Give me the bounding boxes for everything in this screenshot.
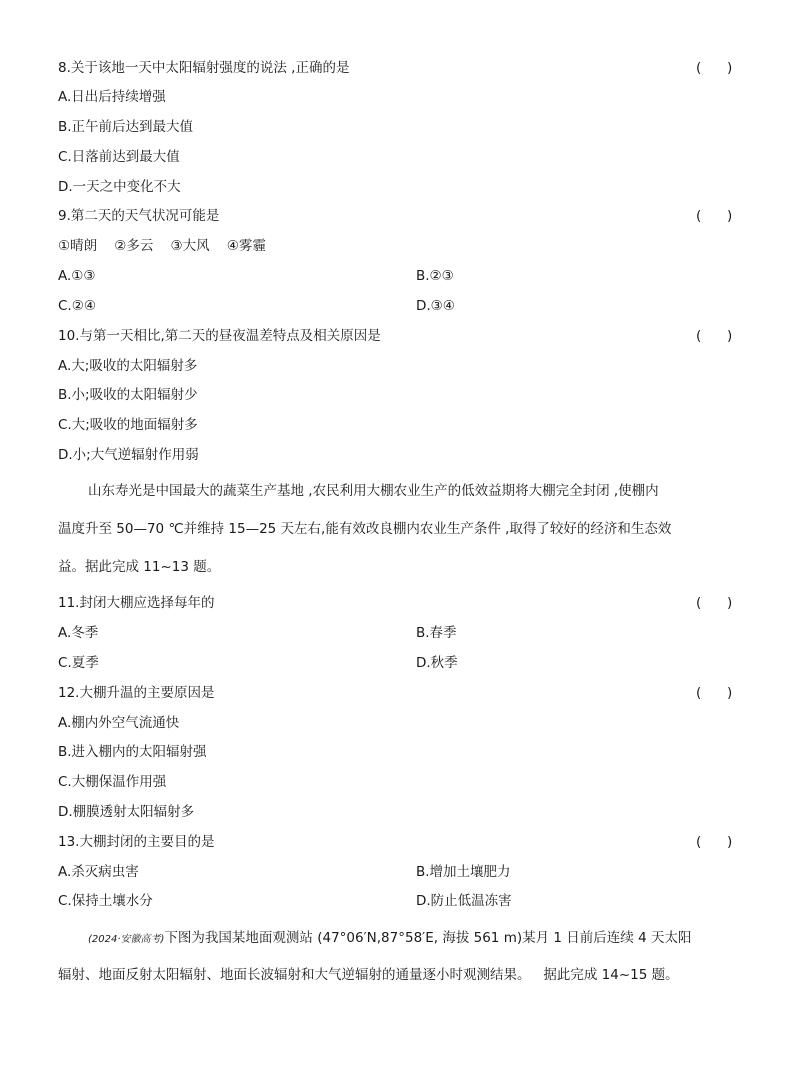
q11-option-d: D.秋季: [416, 655, 458, 671]
passage1-line2: 温度升至 50—70 ℃并维持 15—25 天左右,能有效改良棚内农业生产条件 ,取得了较好的经济和生态效: [58, 521, 672, 537]
q13-option-d: D.防止低温冻害: [416, 893, 512, 909]
passage1-line1: 山东寿光是中国最大的蔬菜生产基地 ,农民利用大棚农业生产的低效益期将大棚完全封闭 ,使棚内: [88, 483, 659, 499]
q9-items: ①晴朗 ②多云 ③大风 ④雾霾: [58, 238, 266, 254]
q10-option-d: D.小;大气逆辐射作用弱: [58, 447, 199, 463]
q13-option-c: C.保持土壤水分: [58, 893, 153, 909]
q13-stem: 13.大棚封闭的主要目的是: [58, 834, 215, 850]
q11-answer-paren: ( ): [696, 595, 733, 611]
q8-option-b: B.正午前后达到最大值: [58, 119, 194, 135]
q10-option-b: B.小;吸收的太阳辐射少: [58, 387, 198, 403]
q12-stem: 12.大棚升温的主要原因是: [58, 685, 215, 701]
q12-option-c: C.大棚保温作用强: [58, 774, 167, 790]
passage1-line3: 益。据此完成 11~13 题。: [58, 559, 221, 575]
q11-stem: 11.封闭大棚应选择每年的: [58, 595, 215, 611]
q9-option-d: D.③④: [416, 298, 455, 314]
q11-option-c: C.夏季: [58, 655, 99, 671]
q12-option-a: A.棚内外空气流通快: [58, 715, 180, 731]
passage2-line1-text: 下图为我国某地面观测站 (47°06′N,87°58′E, 海拔 561 m)某月 1 日前后连续 4 天太阳: [164, 930, 692, 946]
q11-option-a: A.冬季: [58, 625, 99, 641]
q12-answer-paren: ( ): [696, 685, 733, 701]
passage2-line2: 辐射、地面反射太阳辐射、地面长波辐射和大气逆辐射的通量逐小时观测结果。 据此完成 14~15 题。: [58, 967, 679, 983]
q9-option-b: B.②③: [416, 268, 454, 284]
q8-option-a: A.日出后持续增强: [58, 89, 166, 105]
passage2-source: (2024·安徽高考): [88, 934, 165, 945]
q13-option-a: A.杀灭病虫害: [58, 864, 139, 880]
q8-option-d: D.一天之中变化不大: [58, 179, 181, 195]
q13-option-b: B.增加土壤肥力: [416, 864, 511, 880]
q9-stem: 9.第二天的天气状况可能是: [58, 208, 220, 224]
q12-option-d: D.棚膜透射太阳辐射多: [58, 804, 195, 820]
q9-option-c: C.②④: [58, 298, 96, 314]
q8-option-c: C.日落前达到最大值: [58, 149, 180, 165]
q9-option-a: A.①③: [58, 268, 96, 284]
q11-option-b: B.春季: [416, 625, 457, 641]
q10-answer-paren: ( ): [696, 328, 733, 344]
q8-stem: 8.关于该地一天中太阳辐射强度的说法 ,正确的是: [58, 60, 350, 76]
q8-answer-paren: ( ): [696, 60, 733, 76]
q13-answer-paren: ( ): [696, 834, 733, 850]
q10-option-a: A.大;吸收的太阳辐射多: [58, 358, 198, 374]
q10-option-c: C.大;吸收的地面辐射多: [58, 417, 198, 433]
q12-option-b: B.进入棚内的太阳辐射强: [58, 744, 207, 760]
q9-answer-paren: ( ): [696, 208, 733, 224]
q10-stem: 10.与第一天相比,第二天的昼夜温差特点及相关原因是: [58, 328, 381, 344]
passage2-line1: [88, 929, 768, 949]
